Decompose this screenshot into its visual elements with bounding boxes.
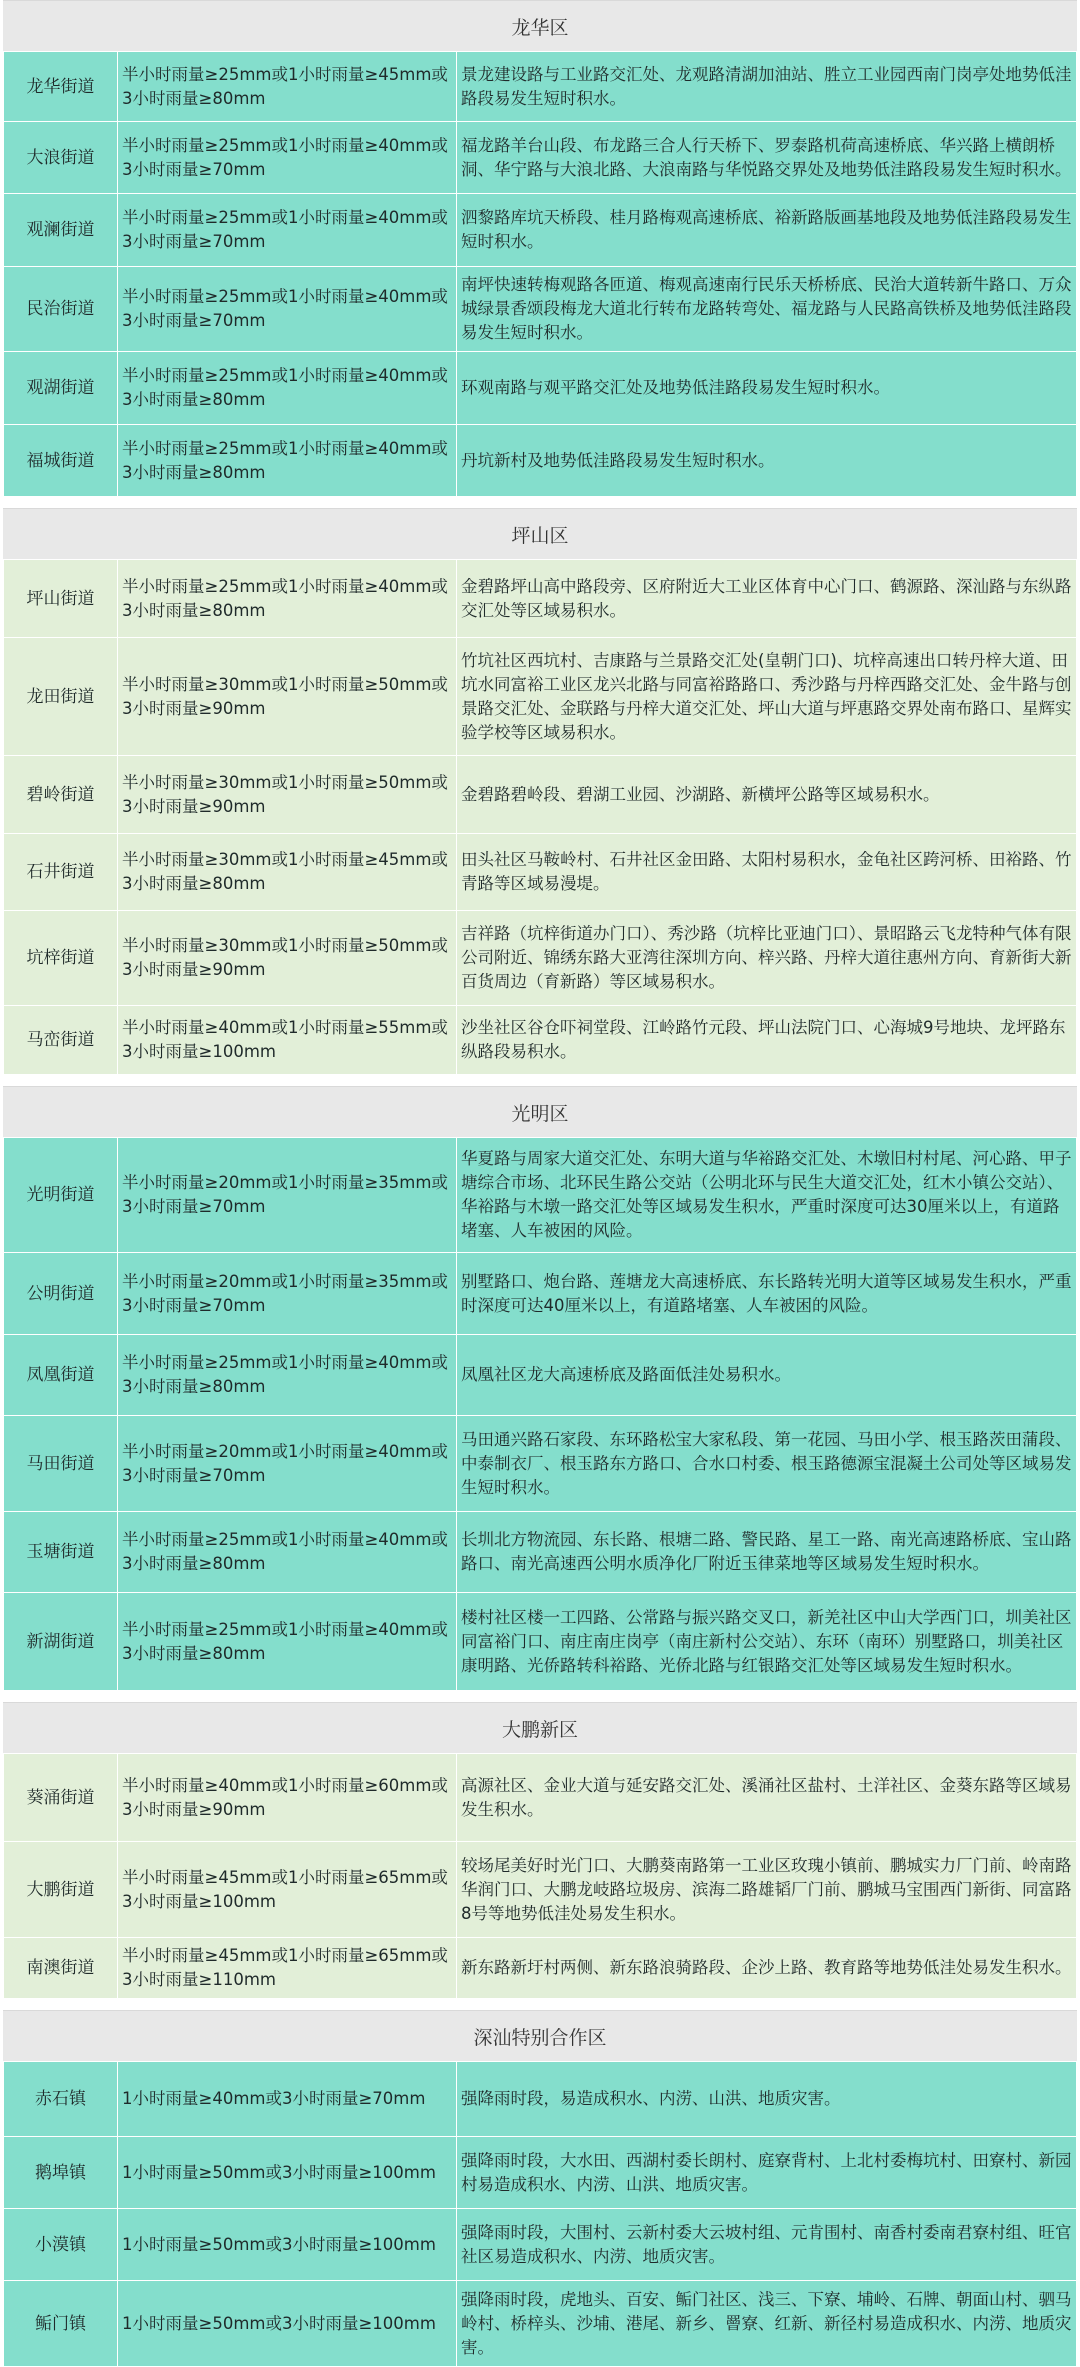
threshold-cell: 半小时雨量≥25mm或1小时雨量≥40mm或3小时雨量≥70mm (118, 194, 457, 267)
threshold-cell: 半小时雨量≥20mm或1小时雨量≥35mm或3小时雨量≥70mm (118, 1253, 457, 1335)
street-cell: 公明街道 (4, 1253, 118, 1335)
table-row (4, 1842, 1077, 1938)
table-row (4, 52, 1077, 122)
street-cell: 民治街道 (4, 267, 118, 352)
risk-description-cell: 长圳北方物流园、东长路、根塘二路、警民路、星工一路、南光高速路桥底、宝山路路口、南光高速西公明水质净化厂附近玉律菜地等区域易发生短时积水。 (457, 1512, 1077, 1593)
region-header: 大鹏新区 (3, 1702, 1077, 1753)
table-row (4, 2137, 1077, 2209)
region-section (3, 508, 1077, 1075)
risk-description-cell: 景龙建设路与工业路交汇处、龙观路清湖加油站、胜立工业园西南门岗亭处地势低洼路段易发生短时积水。 (457, 52, 1077, 122)
risk-description-cell: 强降雨时段，大水田、西湖村委长朗村、庭寮背村、上北村委梅坑村、田寮村、新园村易造成积水、内涝、山洪、地质灾害。 (457, 2137, 1077, 2209)
street-cell: 坑梓街道 (4, 911, 118, 1006)
threshold-cell: 半小时雨量≥40mm或1小时雨量≥60mm或3小时雨量≥90mm (118, 1754, 457, 1842)
street-cell: 大浪街道 (4, 122, 118, 194)
table-row (4, 425, 1077, 497)
risk-description-cell: 泗黎路库坑天桥段、桂月路梅观高速桥底、裕新路版画基地段及地势低洼路段易发生短时积水。 (457, 194, 1077, 267)
street-cell: 龙田街道 (4, 638, 118, 756)
threshold-cell: 半小时雨量≥30mm或1小时雨量≥50mm或3小时雨量≥90mm (118, 756, 457, 834)
table-row (4, 2062, 1077, 2137)
region-table (3, 1753, 1077, 1999)
region-section (3, 0, 1077, 497)
table-row (4, 1754, 1077, 1842)
table-row (4, 1006, 1077, 1075)
risk-description-cell: 金碧路坪山高中路段旁、区府附近大工业区体育中心门口、鹤源路、深汕路与东纵路交汇处等区域易积水。 (457, 560, 1077, 638)
threshold-cell: 半小时雨量≥40mm或1小时雨量≥55mm或3小时雨量≥100mm (118, 1006, 457, 1075)
table-row (4, 1138, 1077, 1253)
street-cell: 鹅埠镇 (4, 2137, 118, 2209)
risk-description-cell: 高源社区、金业大道与延安路交汇处、溪涌社区盐村、土洋社区、金葵东路等区域易发生积水。 (457, 1754, 1077, 1842)
region-table (3, 559, 1077, 1075)
risk-description-cell: 南坪快速转梅观路各匝道、梅观高速南行民乐天桥桥底、民治大道转新牛路口、万众城绿景香颂段梅龙大道北行转布龙路转弯处、福龙路与人民路高铁桥及地势低洼路段易发生短时积水。 (457, 267, 1077, 352)
risk-description-cell: 强降雨时段，易造成积水、内涝、山洪、地质灾害。 (457, 2062, 1077, 2137)
threshold-cell: 1小时雨量≥40mm或3小时雨量≥70mm (118, 2062, 457, 2137)
region-header: 龙华区 (3, 0, 1077, 51)
risk-description-cell: 沙坐社区谷仓吓祠堂段、江岭路竹元段、坪山法院门口、心海城9号地块、龙坪路东纵路段易积水。 (457, 1006, 1077, 1075)
region-table (3, 1137, 1077, 1691)
threshold-cell: 半小时雨量≥25mm或1小时雨量≥40mm或3小时雨量≥80mm (118, 1335, 457, 1416)
region-header: 深汕特别合作区 (3, 2010, 1077, 2061)
risk-description-cell: 丹坑新村及地势低洼路段易发生短时积水。 (457, 425, 1077, 497)
street-cell: 观湖街道 (4, 352, 118, 425)
street-cell: 葵涌街道 (4, 1754, 118, 1842)
street-cell: 大鹏街道 (4, 1842, 118, 1938)
table-row (4, 1335, 1077, 1416)
region-section (3, 2010, 1077, 2367)
region-section (3, 1702, 1077, 1999)
threshold-cell: 半小时雨量≥30mm或1小时雨量≥45mm或3小时雨量≥80mm (118, 834, 457, 911)
risk-description-cell: 凤凰社区龙大高速桥底及路面低洼处易积水。 (457, 1335, 1077, 1416)
risk-description-cell: 金碧路碧岭段、碧湖工业园、沙湖路、新横坪公路等区域易积水。 (457, 756, 1077, 834)
threshold-cell: 半小时雨量≥25mm或1小时雨量≥40mm或3小时雨量≥70mm (118, 267, 457, 352)
threshold-cell: 1小时雨量≥50mm或3小时雨量≥100mm (118, 2209, 457, 2281)
street-cell: 赤石镇 (4, 2062, 118, 2137)
risk-description-cell: 马田通兴路石家段、东环路松宝大家私段、第一花园、马田小学、根玉路茨田蒲段、中泰制衣厂、根玉路东方路口、合水口村委、根玉路德源宝混凝土公司处等区域易发生短时积水。 (457, 1416, 1077, 1512)
risk-description-cell: 强降雨时段，大围村、云新村委大云坡村组、元肯围村、南香村委南君寮村组、旺官社区易造成积水、内涝、地质灾害。 (457, 2209, 1077, 2281)
street-cell: 坪山街道 (4, 560, 118, 638)
risk-description-cell: 吉祥路（坑梓街道办门口）、秀沙路（坑梓比亚迪门口）、景昭路云飞龙特种气体有限公司附近、锦绣东路大亚湾往深圳方向、梓兴路、丹梓大道往惠州方向、育新街大新百货周边（育新路）等区域易积水。 (457, 911, 1077, 1006)
table-row (4, 1593, 1077, 1691)
table-row (4, 1512, 1077, 1593)
region-table (3, 51, 1077, 497)
risk-description-cell: 强降雨时段，虎地头、百安、鲘门社区、浅三、下寮、埔岭、石牌、朝面山村、驷马岭村、桥梓头、沙埔、港尾、新乡、罾寮、红新、新径村易造成积水、内涝、地质灾害。 (457, 2281, 1077, 2367)
street-cell: 玉塘街道 (4, 1512, 118, 1593)
threshold-cell: 半小时雨量≥30mm或1小时雨量≥50mm或3小时雨量≥90mm (118, 911, 457, 1006)
region-header: 光明区 (3, 1086, 1077, 1137)
street-cell: 观澜街道 (4, 194, 118, 267)
threshold-cell: 1小时雨量≥50mm或3小时雨量≥100mm (118, 2281, 457, 2367)
street-cell: 马峦街道 (4, 1006, 118, 1075)
threshold-cell: 半小时雨量≥25mm或1小时雨量≥40mm或3小时雨量≥80mm (118, 1512, 457, 1593)
street-cell: 小漠镇 (4, 2209, 118, 2281)
threshold-cell: 半小时雨量≥45mm或1小时雨量≥65mm或3小时雨量≥110mm (118, 1938, 457, 1999)
street-cell: 福城街道 (4, 425, 118, 497)
threshold-cell: 半小时雨量≥20mm或1小时雨量≥40mm或3小时雨量≥70mm (118, 1416, 457, 1512)
risk-description-cell: 环观南路与观平路交汇处及地势低洼路段易发生短时积水。 (457, 352, 1077, 425)
table-row (4, 834, 1077, 911)
risk-description-cell: 别墅路口、炮台路、莲塘龙大高速桥底、东长路转光明大道等区域易发生积水，严重时深度可达40厘米以上，有道路堵塞、人车被困的风险。 (457, 1253, 1077, 1335)
risk-description-cell: 新东路新圩村两侧、新东路浪骑路段、企沙上路、教育路等地势低洼处易发生积水。 (457, 1938, 1077, 1999)
table-row (4, 911, 1077, 1006)
risk-description-cell: 田头社区马鞍岭村、石井社区金田路、太阳村易积水，金龟社区跨河桥、田裕路、竹青路等区域易漫堤。 (457, 834, 1077, 911)
risk-description-cell: 华夏路与周家大道交汇处、东明大道与华裕路交汇处、木墩旧村村尾、河心路、甲子塘综合市场、北环民生路公交站（公明北环与民生大道交汇处，红木小镇公交站）、华裕路与木墩一路交汇处等区域易发生积水，严重时深度可达30厘米以上，有道路堵塞、人车被困的风险。 (457, 1138, 1077, 1253)
street-cell: 碧岭街道 (4, 756, 118, 834)
table-row (4, 267, 1077, 352)
threshold-cell: 半小时雨量≥25mm或1小时雨量≥45mm或3小时雨量≥80mm (118, 52, 457, 122)
table-row (4, 1938, 1077, 1999)
risk-description-cell: 较场尾美好时光门口、大鹏葵南路第一工业区玫瑰小镇前、鹏城实力厂门前、岭南路华润门口、大鹏龙岐路垃圾房、滨海二路雄韬厂门前、鹏城马宝围西门新街、同富路8号等地势低洼处易发生积水。 (457, 1842, 1077, 1938)
threshold-cell: 半小时雨量≥20mm或1小时雨量≥35mm或3小时雨量≥70mm (118, 1138, 457, 1253)
street-cell: 马田街道 (4, 1416, 118, 1512)
table-row (4, 560, 1077, 638)
street-cell: 南澳街道 (4, 1938, 118, 1999)
table-row (4, 638, 1077, 756)
table-row (4, 756, 1077, 834)
street-cell: 光明街道 (4, 1138, 118, 1253)
threshold-cell: 半小时雨量≥25mm或1小时雨量≥40mm或3小时雨量≥80mm (118, 1593, 457, 1691)
street-cell: 石井街道 (4, 834, 118, 911)
risk-description-cell: 楼村社区楼一工四路、公常路与振兴路交叉口，新羌社区中山大学西门口，圳美社区同富裕门口、南庄南庄岗亭（南庄新村公交站）、东环（南环）别墅路口，圳美社区康明路、光侨路转科裕路、光侨北路与红银路交汇处等区域易发生短时积水。 (457, 1593, 1077, 1691)
table-row (4, 1253, 1077, 1335)
region-section (3, 1086, 1077, 1691)
table-row (4, 2281, 1077, 2367)
threshold-cell: 半小时雨量≥25mm或1小时雨量≥40mm或3小时雨量≥70mm (118, 122, 457, 194)
table-row (4, 194, 1077, 267)
threshold-cell: 半小时雨量≥45mm或1小时雨量≥65mm或3小时雨量≥100mm (118, 1842, 457, 1938)
table-row (4, 122, 1077, 194)
street-cell: 凤凰街道 (4, 1335, 118, 1416)
region-header: 坪山区 (3, 508, 1077, 559)
street-cell: 新湖街道 (4, 1593, 118, 1691)
region-table (3, 2061, 1077, 2367)
rainfall-table (3, 0, 1077, 2367)
threshold-cell: 半小时雨量≥25mm或1小时雨量≥40mm或3小时雨量≥80mm (118, 352, 457, 425)
threshold-cell: 半小时雨量≥30mm或1小时雨量≥50mm或3小时雨量≥90mm (118, 638, 457, 756)
threshold-cell: 半小时雨量≥25mm或1小时雨量≥40mm或3小时雨量≥80mm (118, 560, 457, 638)
street-cell: 鲘门镇 (4, 2281, 118, 2367)
risk-description-cell: 竹坑社区西坑村、吉康路与兰景路交汇处(皇朝门口)、坑梓高速出口转丹梓大道、田坑水同富裕工业区龙兴北路与同富裕路路口、秀沙路与丹梓西路交汇处、金牛路与创景路交汇处、金联路与丹梓大道交汇处、坪山大道与坪惠路交界处南布路口、星辉实验学校等区域易积水。 (457, 638, 1077, 756)
threshold-cell: 1小时雨量≥50mm或3小时雨量≥100mm (118, 2137, 457, 2209)
risk-description-cell: 福龙路羊台山段、布龙路三合人行天桥下、罗泰路机荷高速桥底、华兴路上横朗桥洞、华宁路与大浪北路、大浪南路与华悦路交界处及地势低洼路段易发生短时积水。 (457, 122, 1077, 194)
table-row (4, 2209, 1077, 2281)
threshold-cell: 半小时雨量≥25mm或1小时雨量≥40mm或3小时雨量≥80mm (118, 425, 457, 497)
street-cell: 龙华街道 (4, 52, 118, 122)
table-row (4, 1416, 1077, 1512)
table-row (4, 352, 1077, 425)
